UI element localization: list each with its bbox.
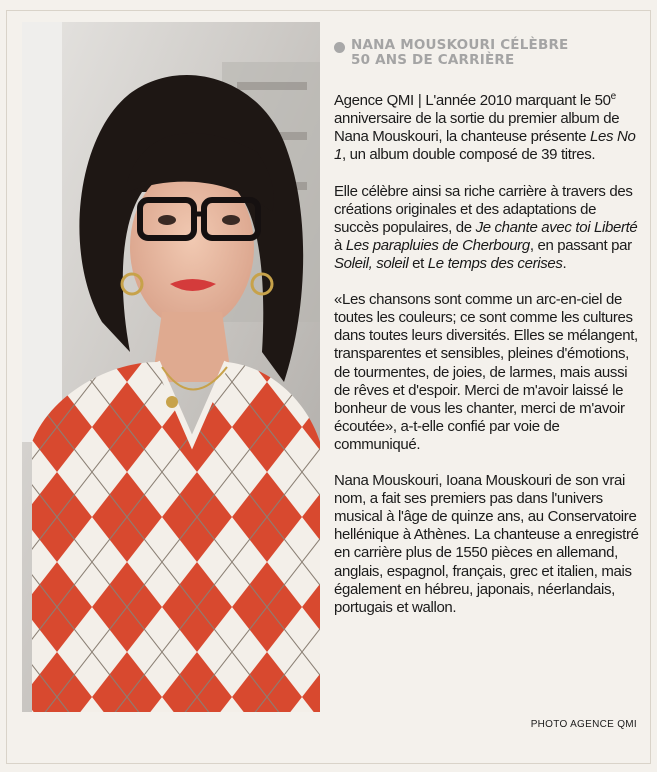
song-title-2: Les parapluies de Cherbourg	[345, 236, 530, 254]
paragraph-3: «Les chansons sont comme un arc-en-ciel de toutes les couleurs; ce sont comme les cultures dans toutes leurs diversités. Elles se mélangent, transparentes et sensibles, pleines d'émotions, de tourmentes, de joies, de larmes, mais aussi de rêves et d'espoir. Merci de m'avoir laissé le bonheur de vous les chanter, merci de m'avoir écoutée», a-t-elle confié par voie de communiqué.	[334, 291, 638, 453]
article-body	[334, 70, 644, 635]
paragraph-1-text-b: anniversaire de la sortie du premier album de Nana Mouskouri, la chanteuse présente	[334, 110, 620, 146]
paragraph-2	[334, 183, 644, 273]
song-title-4: Le temps des cerises	[427, 254, 563, 272]
paragraph-2-text-a: Elle célèbre ainsi sa riche carrière à travers des créations originales et des adaptations de succès populaires, de	[334, 182, 633, 236]
paragraph-1-text-a: L'année 2010 marquant le 50	[425, 92, 611, 110]
paragraph-1-superscript: e	[610, 91, 616, 103]
album-title: Les No 1	[334, 128, 636, 164]
song-title-1: Je chante avec toi Liberté	[475, 218, 638, 236]
paragraph-2-text-b: à	[334, 236, 346, 254]
byline: Agence QMI	[334, 92, 414, 110]
portrait-illustration	[22, 22, 320, 712]
headline-bullet-icon	[334, 42, 345, 53]
headline-line-2: 50 ANS DE CARRIÈRE	[351, 52, 515, 68]
paragraph-4: Nana Mouskouri, Ioana Mouskouri de son vrai nom, a fait ses premiers pas dans l'univers musical à l'âge de quinze ans, au Conservatoire hellénique à Athènes. La chanteuse a enregistré en carrière plus de 1550 pièces en allemand, anglais, espagnol, français, grec et italien, mais également en hébreu, japonais, néerlandais, portugais et wallon.	[334, 472, 639, 616]
paragraph-1-text-c: , un album double composé de 39 titres.	[342, 146, 596, 164]
paragraph-1	[334, 88, 644, 164]
headline	[334, 38, 644, 68]
headline-line-1: NANA MOUSKOURI CÉLÈBRE	[351, 37, 569, 53]
paragraph-2-text-d: et	[408, 254, 428, 272]
article	[334, 38, 644, 635]
portrait-photo	[22, 22, 320, 712]
headline-text	[351, 38, 568, 68]
photo-credit: PHOTO AGENCE QMI	[530, 719, 637, 730]
song-title-3: Soleil, soleil	[334, 254, 409, 272]
paragraph-2-text-c: , en passant par	[529, 236, 632, 254]
byline-separator: |	[417, 92, 422, 110]
paragraph-2-text-e: .	[562, 254, 567, 272]
